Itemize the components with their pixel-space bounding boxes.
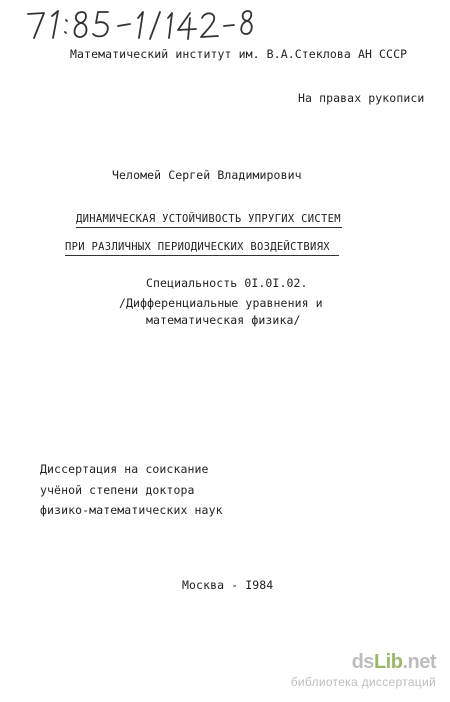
manuscript-rights-note: На правах рукописи (298, 91, 425, 105)
watermark-logo-ds: ds (351, 651, 374, 673)
specialty-name-line-1: /Дифференциальные уравнения и (119, 296, 323, 310)
specialty-name-line-2: математическая физика/ (146, 313, 301, 327)
dslib-watermark-logo (352, 651, 436, 674)
dissertation-title-line-1: ДИНАМИЧЕСКАЯ УСТОЙЧИВОСТЬ УПРУГИХ СИСТЕМ (76, 213, 341, 225)
watermark-logo-net: .net (402, 651, 436, 673)
institute-name: Математический институт им. В.А.Стеклова АН СССР (70, 47, 408, 61)
dissertation-title-line-2: ПРИ РАЗЛИЧНЫХ ПЕРИОДИЧЕСКИХ ВОЗДЕЙСТВИЯХ (65, 241, 330, 253)
watermark-logo-lib: Lib (373, 651, 403, 673)
dslib-watermark-subtitle: библиотека диссертаций (290, 675, 436, 689)
author-name: Челомей Сергей Владимирович (112, 168, 302, 182)
degree-line-3: физико-математических наук (40, 503, 223, 517)
city-and-year: Москва - I984 (182, 578, 274, 592)
handwritten-number-drawing (22, 6, 254, 42)
specialty-code: Специальность 0I.0I.02. (146, 276, 308, 290)
degree-line-1: Диссертация на соискание (40, 462, 209, 476)
degree-line-2: учёной степени доктора (40, 483, 195, 497)
title-line-2-underline (65, 255, 339, 256)
title-line-1-underline (76, 227, 342, 228)
handwritten-catalog-number (22, 6, 254, 42)
